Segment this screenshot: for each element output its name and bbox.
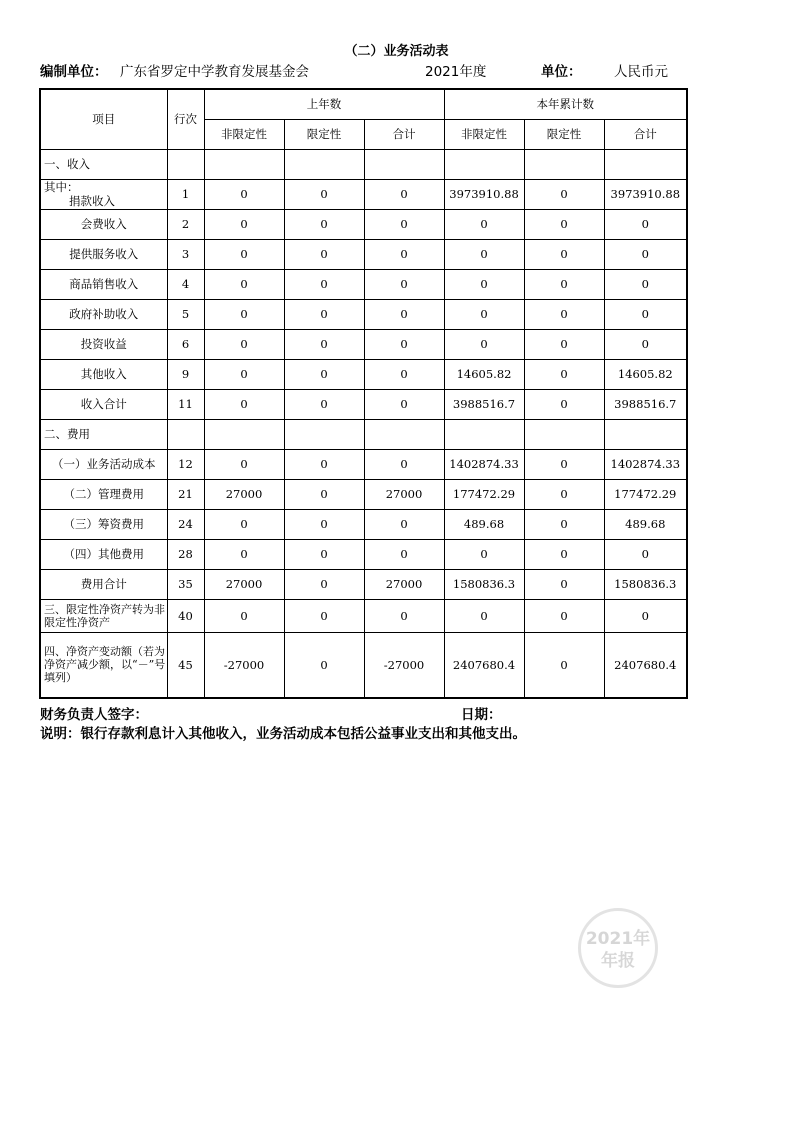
table-row (40, 389, 687, 419)
row-line-no: 4 (167, 269, 204, 299)
cell-prev-restricted: 0 (284, 479, 364, 509)
cell-prev-total: 0 (364, 329, 444, 359)
cell-curr-total: 14605.82 (604, 359, 687, 389)
cell-prev-total: 0 (364, 599, 444, 632)
cell-prev-unrestricted: 0 (204, 599, 284, 632)
cell-prev-restricted: 0 (284, 389, 364, 419)
cell-prev-unrestricted: 0 (204, 449, 284, 479)
cell-curr-unrestricted: 3988516.7 (444, 389, 524, 419)
row-line-no: 12 (167, 449, 204, 479)
cell-curr-total: 0 (604, 599, 687, 632)
table-row (40, 632, 687, 698)
header-prev-total: 合计 (364, 119, 444, 149)
row-line-no: 9 (167, 359, 204, 389)
header-prev-year: 上年数 (204, 89, 444, 119)
cell-prev-unrestricted: 0 (204, 359, 284, 389)
table-row (40, 569, 687, 599)
cell-prev-restricted: 0 (284, 539, 364, 569)
row-label: 一、收入 (40, 149, 167, 179)
cell-curr-total (604, 419, 687, 449)
cell-curr-unrestricted: 1580836.3 (444, 569, 524, 599)
row-label (40, 179, 167, 209)
row-label: 费用合计 (40, 569, 167, 599)
cell-curr-total: 2407680.4 (604, 632, 687, 698)
cell-prev-unrestricted: 0 (204, 329, 284, 359)
row-label: （二）管理费用 (40, 479, 167, 509)
row-line-no: 6 (167, 329, 204, 359)
cell-prev-total: 0 (364, 449, 444, 479)
row-label: 收入合计 (40, 389, 167, 419)
row-line-no: 28 (167, 539, 204, 569)
row-line-no: 21 (167, 479, 204, 509)
cell-prev-restricted: 0 (284, 632, 364, 698)
row-line-no: 24 (167, 509, 204, 539)
cell-curr-unrestricted: 14605.82 (444, 359, 524, 389)
row-label: 会费收入 (40, 209, 167, 239)
cell-prev-total: 0 (364, 509, 444, 539)
signature-label: 财务负责人签字： (40, 707, 148, 723)
row-line-no (167, 149, 204, 179)
table-row (40, 179, 687, 209)
table-header (40, 89, 687, 149)
watermark-line2: 年报 (601, 951, 635, 971)
cell-curr-restricted: 0 (524, 539, 604, 569)
cell-curr-unrestricted: 3973910.88 (444, 179, 524, 209)
row-line-no: 45 (167, 632, 204, 698)
cell-prev-unrestricted: -27000 (204, 632, 284, 698)
cell-prev-unrestricted: 0 (204, 239, 284, 269)
row-label: 其他收入 (40, 359, 167, 389)
header-curr-year: 本年累计数 (444, 89, 687, 119)
report-year: 2021年度 (425, 64, 487, 80)
cell-prev-restricted: 0 (284, 509, 364, 539)
cell-prev-unrestricted: 27000 (204, 569, 284, 599)
header-curr-total: 合计 (604, 119, 687, 149)
row-label: 政府补助收入 (40, 299, 167, 329)
cell-curr-total: 0 (604, 269, 687, 299)
cell-curr-unrestricted: 0 (444, 269, 524, 299)
cell-curr-restricted: 0 (524, 329, 604, 359)
cell-prev-restricted: 0 (284, 179, 364, 209)
cell-prev-restricted: 0 (284, 299, 364, 329)
org-label: 编制单位： (40, 64, 108, 80)
cell-curr-restricted: 0 (524, 449, 604, 479)
cell-curr-restricted: 0 (524, 509, 604, 539)
cell-curr-restricted (524, 149, 604, 179)
table-row (40, 539, 687, 569)
row-label: （三）筹资费用 (40, 509, 167, 539)
cell-curr-restricted: 0 (524, 389, 604, 419)
cell-curr-restricted: 0 (524, 209, 604, 239)
cell-prev-total (364, 149, 444, 179)
cell-prev-total: 0 (364, 179, 444, 209)
cell-curr-restricted: 0 (524, 269, 604, 299)
cell-curr-total: 3973910.88 (604, 179, 687, 209)
table-row (40, 329, 687, 359)
cell-curr-unrestricted: 0 (444, 209, 524, 239)
table-row (40, 209, 687, 239)
cell-prev-unrestricted: 0 (204, 179, 284, 209)
cell-prev-restricted: 0 (284, 569, 364, 599)
cell-prev-unrestricted (204, 149, 284, 179)
cell-curr-unrestricted (444, 149, 524, 179)
row-label: 提供服务收入 (40, 239, 167, 269)
table-row (40, 149, 687, 179)
cell-curr-total: 0 (604, 209, 687, 239)
row-line-no: 11 (167, 389, 204, 419)
cell-curr-total: 0 (604, 539, 687, 569)
cell-prev-total: 0 (364, 269, 444, 299)
row-label: 商品销售收入 (40, 269, 167, 299)
cell-curr-unrestricted: 0 (444, 329, 524, 359)
cell-prev-unrestricted: 27000 (204, 479, 284, 509)
row-label: 投资收益 (40, 329, 167, 359)
cell-prev-unrestricted: 0 (204, 269, 284, 299)
cell-prev-total: 0 (364, 239, 444, 269)
cell-prev-total: 0 (364, 209, 444, 239)
cell-prev-restricted: 0 (284, 599, 364, 632)
cell-prev-restricted: 0 (284, 449, 364, 479)
cell-prev-total: 0 (364, 389, 444, 419)
cell-prev-total: 0 (364, 299, 444, 329)
unit-label: 单位： (541, 64, 582, 80)
cell-curr-unrestricted: 177472.29 (444, 479, 524, 509)
cell-prev-unrestricted: 0 (204, 209, 284, 239)
cell-prev-total: 0 (364, 539, 444, 569)
cell-curr-restricted: 0 (524, 299, 604, 329)
cell-curr-restricted: 0 (524, 632, 604, 698)
cell-curr-restricted (524, 419, 604, 449)
cell-prev-restricted: 0 (284, 239, 364, 269)
cell-curr-total: 1402874.33 (604, 449, 687, 479)
cell-prev-total: 0 (364, 359, 444, 389)
cell-curr-restricted: 0 (524, 179, 604, 209)
cell-curr-restricted: 0 (524, 359, 604, 389)
table-row (40, 359, 687, 389)
row-label: （一）业务活动成本 (40, 449, 167, 479)
unit-value: 人民币元 (614, 64, 668, 80)
cell-curr-total: 1580836.3 (604, 569, 687, 599)
cell-curr-restricted: 0 (524, 479, 604, 509)
row-line-no: 2 (167, 209, 204, 239)
cell-prev-unrestricted: 0 (204, 509, 284, 539)
cell-curr-total: 177472.29 (604, 479, 687, 509)
row-line-no: 1 (167, 179, 204, 209)
cell-curr-restricted: 0 (524, 569, 604, 599)
table-row (40, 509, 687, 539)
cell-curr-total: 0 (604, 299, 687, 329)
row-label: 二、费用 (40, 419, 167, 449)
table-row (40, 449, 687, 479)
table-row (40, 419, 687, 449)
header-line-no: 行次 (167, 89, 204, 149)
cell-prev-total (364, 419, 444, 449)
header-item: 项目 (40, 89, 167, 149)
table-row (40, 479, 687, 509)
table-row (40, 239, 687, 269)
cell-curr-total: 0 (604, 329, 687, 359)
date-label: 日期： (461, 707, 502, 723)
cell-curr-unrestricted: 2407680.4 (444, 632, 524, 698)
row-line-no: 5 (167, 299, 204, 329)
explanation-note: 说明：银行存款利息计入其他收入，业务活动成本包括公益事业支出和其他支出。 (40, 726, 526, 742)
cell-prev-restricted (284, 419, 364, 449)
header-prev-restricted: 限定性 (284, 119, 364, 149)
row-label-prefix: 其中： (44, 180, 79, 194)
header-curr-unrestricted: 非限定性 (444, 119, 524, 149)
table-row (40, 599, 687, 632)
org-name: 广东省罗定中学教育发展基金会 (120, 64, 309, 80)
row-label: 四、净资产变动额（若为净资产减少额，以“－”号填列） (40, 632, 167, 698)
cell-prev-total: 27000 (364, 479, 444, 509)
activity-table (39, 88, 688, 699)
cell-curr-total: 3988516.7 (604, 389, 687, 419)
row-label: 三、限定性净资产转为非限定性净资产 (40, 599, 167, 632)
row-line-no: 3 (167, 239, 204, 269)
cell-prev-unrestricted: 0 (204, 299, 284, 329)
cell-prev-restricted (284, 149, 364, 179)
cell-prev-unrestricted: 0 (204, 389, 284, 419)
cell-curr-unrestricted (444, 419, 524, 449)
watermark-line1: 2021年 (585, 929, 651, 949)
cell-prev-unrestricted (204, 419, 284, 449)
cell-prev-total: 27000 (364, 569, 444, 599)
cell-curr-total (604, 149, 687, 179)
row-label: （四）其他费用 (40, 539, 167, 569)
row-line-no: 40 (167, 599, 204, 632)
row-line-no (167, 419, 204, 449)
header-curr-restricted: 限定性 (524, 119, 604, 149)
cell-curr-total: 0 (604, 239, 687, 269)
cell-curr-unrestricted: 489.68 (444, 509, 524, 539)
table-row (40, 269, 687, 299)
cell-curr-unrestricted: 0 (444, 299, 524, 329)
cell-prev-total: -27000 (364, 632, 444, 698)
cell-prev-restricted: 0 (284, 209, 364, 239)
row-line-no: 35 (167, 569, 204, 599)
table-body (40, 149, 687, 698)
cell-prev-restricted: 0 (284, 269, 364, 299)
cell-curr-restricted: 0 (524, 239, 604, 269)
header-prev-unrestricted: 非限定性 (204, 119, 284, 149)
annual-report-watermark (578, 908, 658, 988)
cell-curr-unrestricted: 0 (444, 239, 524, 269)
row-label-text: 捐款收入 (69, 194, 115, 208)
cell-curr-total: 489.68 (604, 509, 687, 539)
cell-prev-restricted: 0 (284, 359, 364, 389)
cell-curr-unrestricted: 1402874.33 (444, 449, 524, 479)
report-title: （二）业务活动表 (344, 44, 449, 59)
table-row (40, 299, 687, 329)
cell-prev-unrestricted: 0 (204, 539, 284, 569)
cell-prev-restricted: 0 (284, 329, 364, 359)
cell-curr-unrestricted: 0 (444, 539, 524, 569)
cell-curr-restricted: 0 (524, 599, 604, 632)
cell-curr-unrestricted: 0 (444, 599, 524, 632)
